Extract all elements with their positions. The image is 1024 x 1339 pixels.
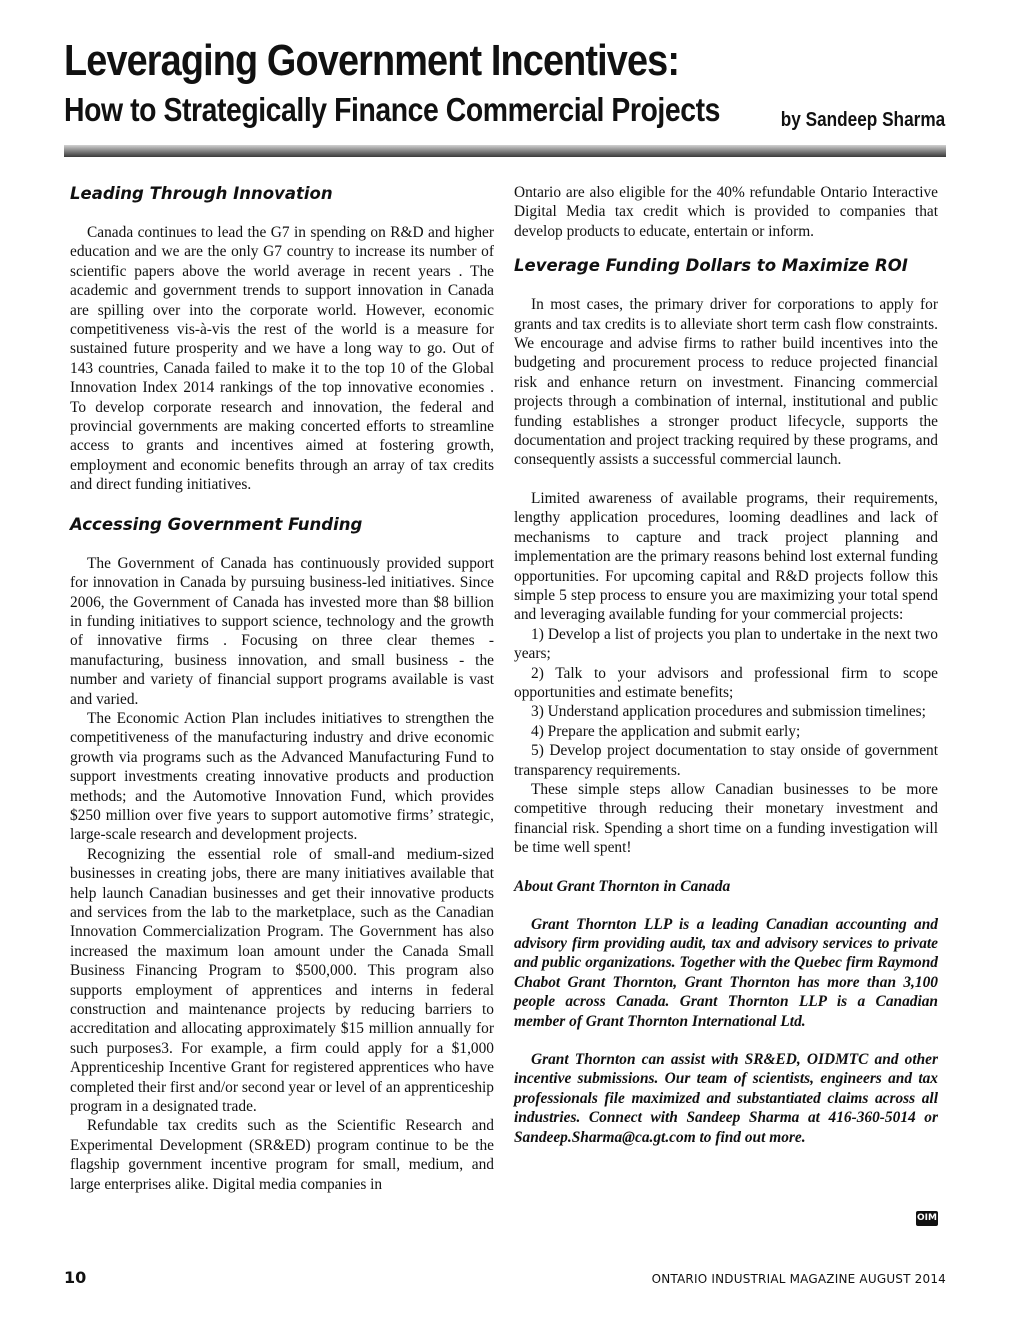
paragraph: Canada continues to lead the G7 in spending on R&D and higher education and we are the only G7 country to increase its number of scientific papers above the world average in recent years . The academic and government trends to support innovation in Canada are spilling over into the corporate world. However, economic competitiveness vis-à-vis the rest of the world is a measure for sustained future prosperity and we have a long way to go. Out of 143 countries, Canada failed to make it to the top 10 of the Global Innovation Index 2014 rankings of the top innovative economies . To develop corporate research and innovation, the federal and provincial governments are making concerted efforts to streamline access to grants and incentives aimed at fostering growth, employment and economic benefits through an array of tax credits and direct funding initiatives. xyxy=(70,224,494,494)
list-item: 1) Develop a list of projects you plan to undertake in the next two years; xyxy=(514,625,938,663)
list-item: 2) Talk to your advisors and professional firm to scope opportunities and estimate benefits; xyxy=(514,664,938,701)
paragraph: Refundable tax credits such as the Scientific Research and Experimental Development (SR&ED) program continue to be the flagship government incentive program for small, medium, and large enterprises alike. Digital media companies in xyxy=(70,1117,494,1193)
oim-end-badge: OIM xyxy=(916,1211,938,1226)
article-title: Leveraging Government Incentives: xyxy=(64,36,680,85)
section-heading: Accessing Government Funding xyxy=(70,514,363,534)
page-number: 10 xyxy=(64,1268,87,1287)
header-rule xyxy=(64,145,946,157)
paragraph: In most cases, the primary driver for corporations to apply for grants and tax credits is to alleviate short term cash flow constraints. We encourage and advise firms to rather build incentives into the budgeting and procurement process to reduce projected financial risk and enhance return on investment. Financing commercial projects through a combination of internal, institutional and public funding establishes a stronger product lifecycle, supports the documentation and project tracking required by these programs, and consequently assists a successful commercial launch. xyxy=(514,296,938,469)
about-heading: About Grant Thornton in Canada xyxy=(514,877,731,895)
list-item: 3) Understand application procedures and submission timelines; xyxy=(531,703,926,721)
article-subtitle: How to Strategically Finance Commercial Projects xyxy=(64,91,720,128)
magazine-footer: ONTARIO INDUSTRIAL MAGAZINE AUGUST 2014 xyxy=(651,1272,946,1286)
paragraph: The Government of Canada has continuously provided support for innovation in Canada by pursuing business-led initiatives. Since 2006, the Government of Canada has invested more than $8 billion in funding initiatives to support science, technology and the growth of innovative firms . Focusing on three clear themes - manufacturing, business innovation, and small business - the number and variety of financial support programs available is vast and varied. xyxy=(70,554,494,708)
right-column xyxy=(514,183,938,1147)
paragraph: The Economic Action Plan includes initiatives to strengthen the competitiveness of the manufacturing industry and drive economic growth via programs such as the Advanced Manufacturing Fund to support investments creating innovative products and production methods; and the Automotive Innovation Fund, which provides $250 million over five years to support automotive firms’ strategic, large-scale research and development projects. xyxy=(70,709,494,844)
about-paragraph: Grant Thornton can assist with SR&ED, OIDMTC and other incentive submissions. Our team of scientists, engineers and tax professionals file maximized and substantiated claims across all industries. Connect with Sandeep Sharma at 416-360-5014 or Sandeep.Sharma@ca.gt.com to find out more. xyxy=(514,1051,938,1146)
paragraph: These simple steps allow Canadian businesses to be more competitive through reducing their monetary investment and financial risk. Spending a short time on a funding investigation will be time well spent! xyxy=(514,780,938,857)
paragraph: Limited awareness of available programs, their requirements, lengthy application procedures, looming deadlines and lack of mechanisms to capture and track project planning and implementation are the primary reasons behind lost external funding opportunities. For upcoming capital and R&D projects follow this simple 5 step process to ensure you are maximizing your total spend and leveraging available funding for your commercial projects: xyxy=(514,489,938,624)
section-heading: Leading Through Innovation xyxy=(70,184,333,203)
paragraph: Recognizing the essential role of small-and medium-sized businesses in creating jobs, there are many initiatives available that help launch Canadian businesses and get their innovative products and services from the lab to the marketplace, such as the Canadian Innovation Commercialization Program. The Government has also increased the maximum loan amount under the Canada Small Business Financing Program to $500,000. This program also supports employment of apprentices and interns in federal construction and maintenance projects by reducing barriers to accreditation and allocating approximately $15 million annually for such purposes3. For example, a firm could apply for a $1,000 Apprenticeship Incentive Grant for registered apprentices who have completed their first and/or second year or level of an apprenticeship program in a designated trade. xyxy=(70,845,494,1116)
paragraph: Ontario are also eligible for the 40% refundable Ontario Interactive Digital Media tax credit which is provided to companies that develop products to educate, entertain or inform. xyxy=(514,184,938,240)
about-paragraph: Grant Thornton LLP is a leading Canadian accounting and advisory firm providing audit, tax and advisory services to private and public organizations. Together with the Quebec firm Raymond Chabot Grant Thornton, Grant Thornton has more than 3,100 people across Canada. Grant Thornton LLP is a Canadian member of Grant Thornton International Ltd. xyxy=(514,915,938,1030)
list-item: 5) Develop project documentation to stay onside of government transparency requirements. xyxy=(514,742,938,779)
section-heading: Leverage Funding Dollars to Maximize ROI xyxy=(514,256,908,276)
list-item: 4) Prepare the application and submit early; xyxy=(531,722,801,740)
left-column xyxy=(70,183,494,1194)
byline: by Sandeep Sharma xyxy=(780,109,945,131)
